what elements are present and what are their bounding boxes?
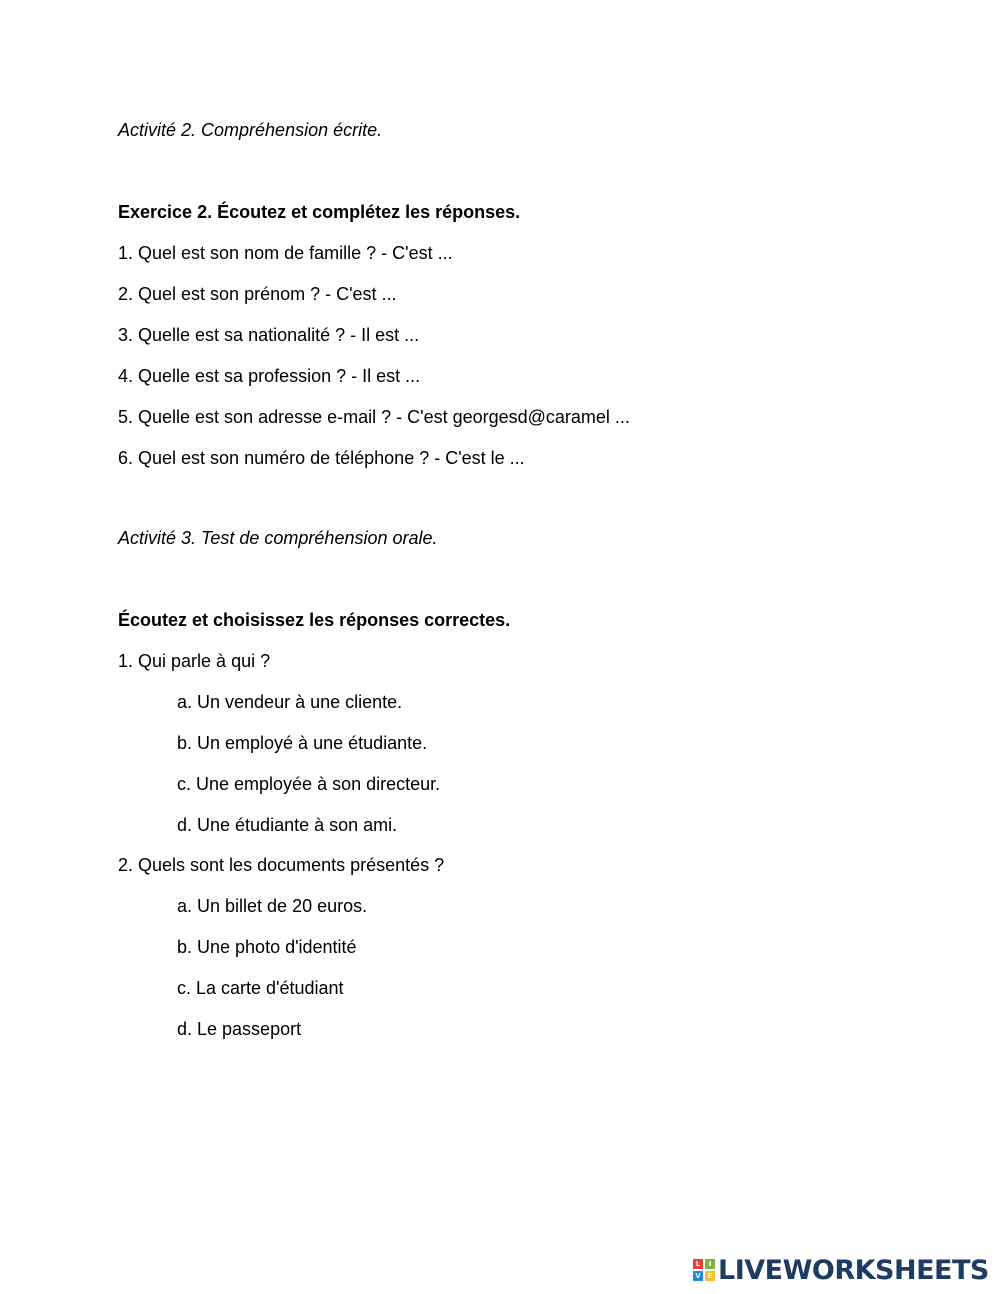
activity2-heading: Activité 2. Compréhension écrite. [118, 120, 383, 140]
exercise2-item-6: 6. Quel est son numéro de téléphone ? - C'est le ... [118, 448, 525, 468]
exercise2-item-1: 1. Quel est son nom de famille ? - C'est ... [118, 243, 453, 263]
logo-square-e: E [705, 1271, 715, 1281]
question-1-option-d: d. Une étudiante à son ami. [177, 815, 398, 835]
liveworksheets-logo [693, 1256, 989, 1284]
question-2-option-b: b. Une photo d'identité [177, 937, 357, 957]
activity3-instruction: Écoutez et choisissez les réponses correctes. [118, 610, 511, 630]
logo-square-l: L [693, 1259, 703, 1269]
question-1-option-a: a. Un vendeur à une cliente. [177, 692, 403, 712]
question-1-option-c: c. Une employée à son directeur. [177, 774, 441, 794]
exercise2-heading: Exercice 2. Écoutez et complétez les réponses. [118, 202, 521, 222]
question-1: 1. Qui parle à qui ? [118, 651, 271, 671]
logo-square-v: V [693, 1271, 703, 1281]
activity3-heading: Activité 3. Test de compréhension orale. [118, 528, 438, 548]
exercise2-item-5: 5. Quelle est son adresse e-mail ? - C'est georgesd@caramel ... [118, 407, 630, 427]
exercise2-item-2: 2. Quel est son prénom ? - C'est ... [118, 284, 397, 304]
logo-squares-icon [693, 1259, 715, 1281]
question-2-option-c: c. La carte d'étudiant [177, 978, 344, 998]
question-2-option-d: d. Le passeport [177, 1019, 302, 1039]
exercise2-item-4: 4. Quelle est sa profession ? - Il est ... [118, 366, 421, 386]
question-2: 2. Quels sont les documents présentés ? [118, 855, 445, 875]
logo-square-i: I [705, 1259, 715, 1269]
question-1-option-b: b. Un employé à une étudiante. [177, 733, 428, 753]
logo-text: LIVEWORKSHEETS [718, 1254, 989, 1286]
question-2-option-a: a. Un billet de 20 euros. [177, 896, 368, 916]
exercise2-item-3: 3. Quelle est sa nationalité ? - Il est ... [118, 325, 420, 345]
